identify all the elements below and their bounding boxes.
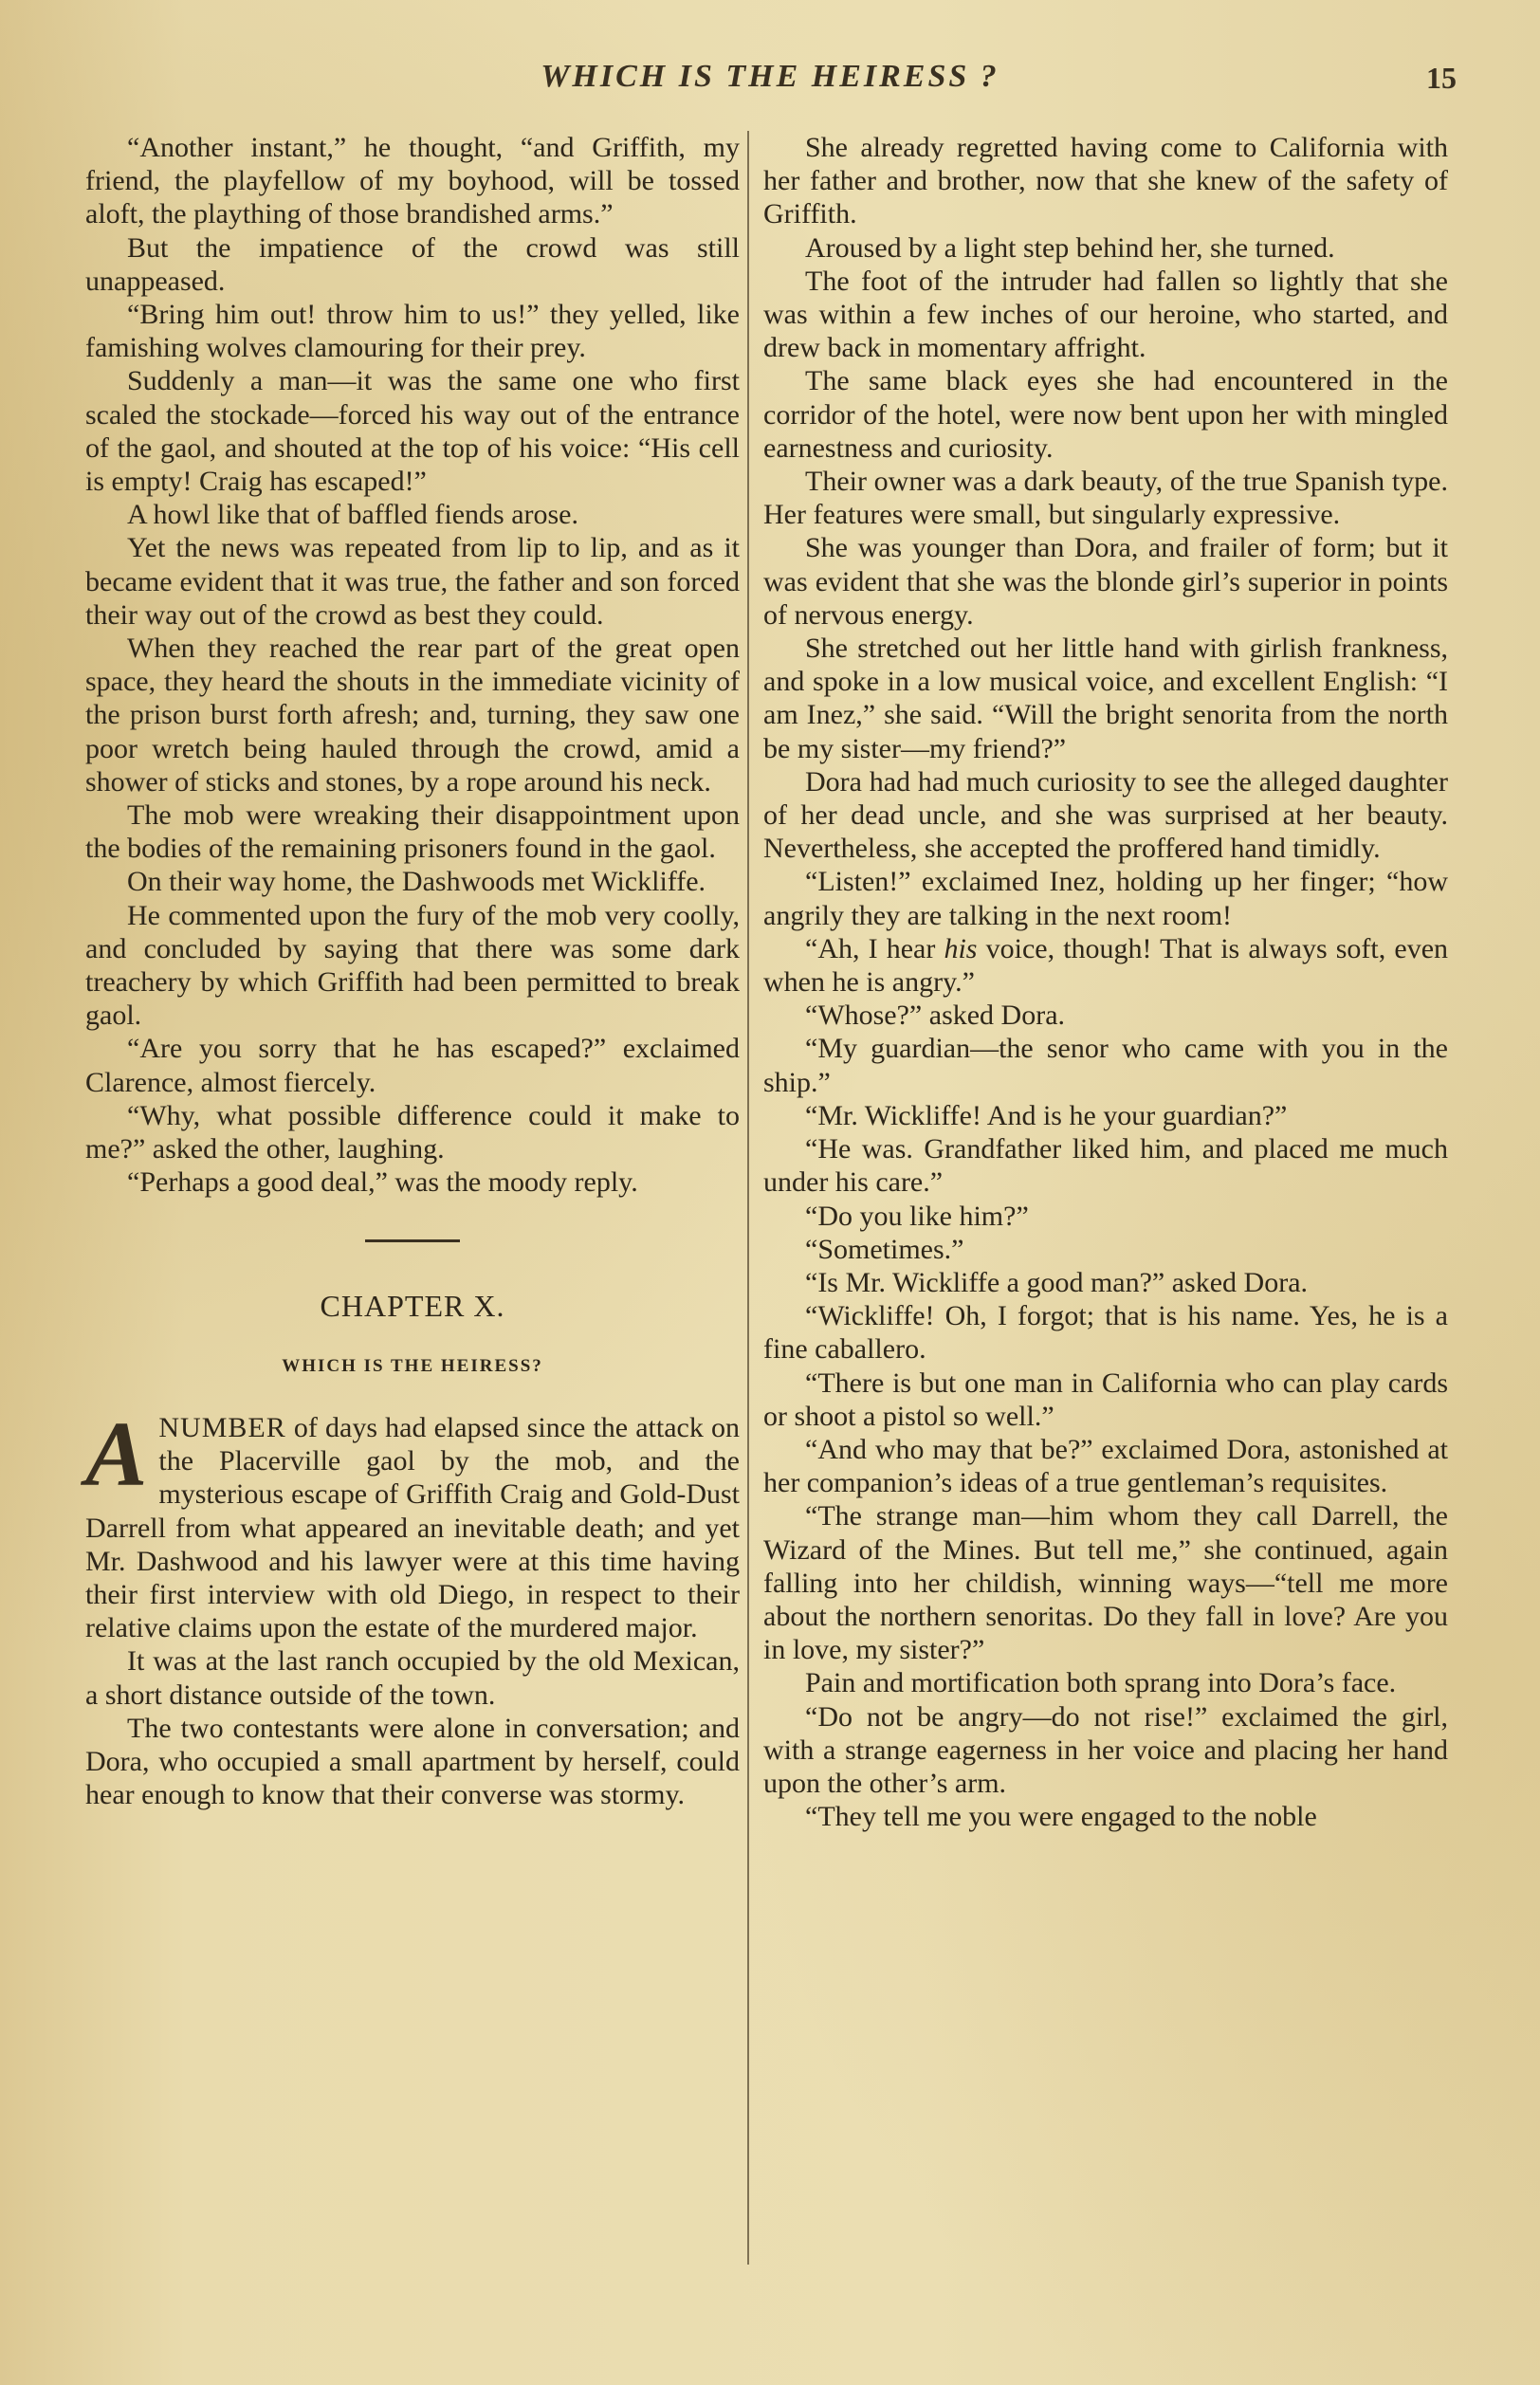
paragraph: She was younger than Dora, and frailer of form; but it was evident that she was the blonde girl’s superior in points of nervous energy. (763, 532, 1448, 631)
paragraph: “Whose?” asked Dora. (805, 1000, 1066, 1032)
paragraph: On their way home, the Dashwoods met Wickliffe. (127, 866, 706, 898)
paragraph: “Listen!” exclaimed Inez, holding up her finger; “how angrily they are talking in the next room! (763, 866, 1448, 931)
paragraph: “He was. Grandfather liked him, and placed me much under his care.” (763, 1133, 1448, 1199)
chapter-title: CHAPTER X. (320, 1288, 505, 1323)
paragraph (763, 932, 1448, 999)
paragraph: “Why, what possible difference could it make to me?” asked the other, laughing. (85, 1099, 740, 1165)
paragraph: “The strange man—him whom they call Darrell, the Wizard of the Mines. But tell me,” she continued, again falling into her childish, winning ways—“tell me more about the northern senoritas. Do they fall in love? Are you in love, my sister?” (763, 1500, 1448, 1666)
column-divider (747, 131, 749, 2265)
paragraph: “Bring him out! throw him to us!” they yelled, like famishing wolves clamouring for their prey. (85, 299, 740, 364)
paragraph: “Another instant,” he thought, “and Griffith, my friend, the playfellow of my boyhood, will be tossed aloft, the plaything of those brandished arms.” (85, 132, 740, 230)
paragraph: A howl like that of baffled fiends arose. (127, 499, 578, 531)
paragraph: “Wickliffe! Oh, I forgot; that is his name. Yes, he is a fine caballero. (763, 1300, 1448, 1366)
paragraph: Dora had had much curiosity to see the alleged daughter of her dead uncle, and she was surprised at her beauty. Nevertheless, she accepted the proffered hand timidly. (763, 765, 1448, 865)
section-separator (365, 1239, 460, 1242)
paragraph: Suddenly a man—it was the same one who first scaled the stockade—forced his way out of the entrance of the gaol, and shouted at the top of his voice: “His cell is empty! Craig has escaped!” (85, 365, 740, 498)
paragraph: When they reached the rear part of the great open space, they heard the shouts in the immediate vicinity of the prison burst forth afresh; and, turning, they saw one poor wretch being hauled through the crowd, amid a shower of sticks and stones, by a rope around his neck. (85, 633, 740, 798)
drop-cap: A (85, 1403, 148, 1506)
paragraph: Aroused by a light step behind her, she turned. (805, 231, 1335, 264)
paragraph: The two contestants were alone in conversation; and Dora, who occupied a small apartment by herself, could hear enough to know that their converse was stormy. (85, 1712, 740, 1811)
opening-word: NUMBER (158, 1411, 286, 1443)
paragraph: He commented upon the fury of the mob very coolly, and concluded by saying that there was some dark treachery by which Griffith had been permitted to break gaol. (85, 899, 740, 1032)
paragraph: “They tell me you were engaged to the noble (805, 1801, 1317, 1833)
paragraph: “My guardian—the senor who came with you in the ship.” (763, 1033, 1448, 1098)
paragraph-start: “Ah, I hear (805, 932, 944, 964)
paragraph: The mob were wreaking their disappointment upon the bodies of the remaining prisoners found in the gaol. (85, 799, 740, 865)
paragraph: “Perhaps a good deal,” was the moody reply. (127, 1166, 638, 1199)
paragraph: But the impatience of the crowd was still unappeased. (85, 231, 740, 297)
paragraph: She already regretted having come to California with her father and brother, now that she knew of the safety of Griffith. (763, 132, 1448, 230)
paragraph: “Do not be angry—do not rise!” exclaimed the girl, with a strange eagerness in her voice and placing her hand upon the other’s arm. (763, 1700, 1448, 1799)
paragraph: Pain and mortification both sprang into Dora’s face. (805, 1667, 1397, 1699)
emphasis: his (944, 932, 978, 964)
paragraph: “There is but one man in California who can play cards or shoot a pistol so well.” (763, 1367, 1448, 1432)
paragraph: “Sometimes.” (805, 1233, 964, 1265)
paragraph: “Do you like him?” (805, 1200, 1029, 1232)
opening-text: of days had elapsed since the attack on the Placerville gaol by the mob, and the mysterious escape of Griffith Craig and Gold-Dust Darrell from what appeared an inevitable death; and yet Mr. Dashwood and his lawyer were at this time having their first interview with old Diego, in respect to their relative claims upon the estate of the murdered major. (85, 1411, 740, 1644)
paragraph: “Is Mr. Wickliffe a good man?” asked Dora. (805, 1266, 1309, 1298)
paragraph: Their owner was a dark beauty, of the true Spanish type. Her features were small, but singularly expressive. (763, 466, 1448, 531)
chapter-opening-paragraph (85, 1403, 740, 1644)
paragraph-rest: voice, though! That is always soft, even when he is angry.” (763, 932, 1449, 999)
paragraph: She stretched out her little hand with girlish frankness, and spoke in a low musical voice, and excellent English: “I am Inez,” she said. “Will the bright senorita from the north be my sister—my friend?” (763, 633, 1448, 764)
paragraph: The same black eyes she had encountered in the corridor of the hotel, were now bent upon her with mingled earnestness and curiosity. (763, 365, 1448, 464)
paragraph: “Mr. Wickliffe! And is he your guardian?” (805, 1099, 1288, 1131)
paragraph: “Are you sorry that he has escaped?” exclaimed Clarence, almost fiercely. (85, 1033, 740, 1098)
paragraph: The foot of the intruder had fallen so lightly that she was within a few inches of our heroine, who started, and drew back in momentary affright. (763, 265, 1448, 364)
chapter-subtitle: WHICH IS THE HEIRESS? (282, 1355, 543, 1376)
paragraph: It was at the last ranch occupied by the old Mexican, a short distance outside of the town. (85, 1645, 740, 1711)
paragraph: Yet the news was repeated from lip to lip, and as it became evident that it was true, the father and son forced their way out of the crowd as best they could. (85, 532, 740, 631)
right-column (763, 131, 1448, 1833)
left-column (85, 131, 740, 1811)
running-title: WHICH IS THE HEIRESS ? (541, 59, 999, 94)
page-number: 15 (1426, 61, 1457, 95)
paragraph: “And who may that be?” exclaimed Dora, astonished at her companion’s ideas of a true gentleman’s requisites. (763, 1433, 1448, 1499)
